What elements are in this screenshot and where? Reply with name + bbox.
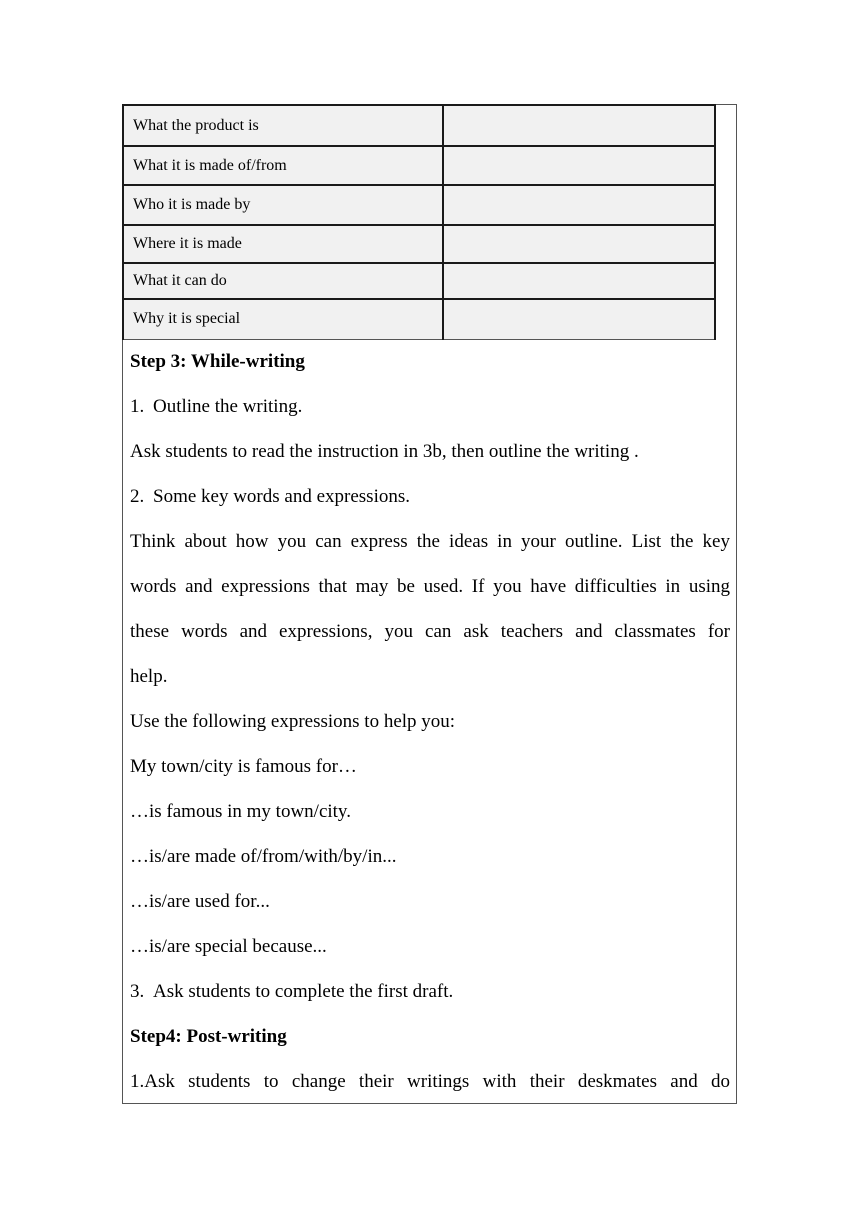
expression-item: …is/are special because...	[130, 936, 327, 957]
table-row	[123, 299, 715, 339]
paragraph-line: help.	[130, 666, 168, 687]
step3-heading: Step 3: While-writing	[130, 351, 305, 372]
row-value	[443, 263, 715, 299]
row-label: What the product is	[123, 105, 443, 146]
row-value	[443, 146, 715, 185]
item-number: 2.	[130, 486, 145, 507]
expression-item: …is/are used for...	[130, 891, 270, 912]
row-value	[443, 225, 715, 263]
row-label: What it is made of/from	[123, 146, 443, 185]
row-label: Who it is made by	[123, 185, 443, 225]
expression-item: My town/city is famous for…	[130, 756, 357, 777]
paragraph-line: words and expressions that may be used. If you have difficulties in using	[130, 576, 730, 597]
expressions-intro: Use the following expressions to help you:	[130, 711, 456, 732]
paragraph-line: Think about how you can express the ideas in your outline. List the key	[130, 531, 730, 552]
item-text: Ask students to complete the first draft.	[153, 981, 454, 1002]
row-value	[443, 299, 715, 339]
step4-item1: 1.Ask students to change their writings with their deskmates and do	[130, 1071, 730, 1092]
expression-item: …is famous in my town/city.	[130, 801, 351, 822]
row-value	[443, 185, 715, 225]
table-row	[123, 185, 715, 225]
table-row	[123, 263, 715, 299]
row-label: Why it is special	[123, 299, 443, 339]
step3-item1-instruction: Ask students to read the instruction in 3b, then outline the writing .	[130, 441, 639, 462]
step4-heading: Step4: Post-writing	[130, 1026, 287, 1047]
expression-item: …is/are made of/from/with/by/in...	[130, 846, 397, 867]
row-label: What it can do	[123, 263, 443, 299]
table-row	[123, 105, 715, 146]
item-text: Outline the writing.	[153, 396, 303, 417]
step3-item2	[130, 485, 730, 509]
table-row	[123, 146, 715, 185]
item-number: 1.	[130, 396, 145, 417]
row-value	[443, 105, 715, 146]
paragraph-line: these words and expressions, you can ask teachers and classmates for	[130, 621, 730, 642]
table-row	[123, 225, 715, 263]
product-info-table	[122, 104, 716, 340]
step3-item3	[130, 980, 730, 1004]
item-text: Some key words and expressions.	[153, 486, 410, 507]
row-label: Where it is made	[123, 225, 443, 263]
item-number: 3.	[130, 981, 145, 1002]
step3-item1	[130, 395, 730, 419]
